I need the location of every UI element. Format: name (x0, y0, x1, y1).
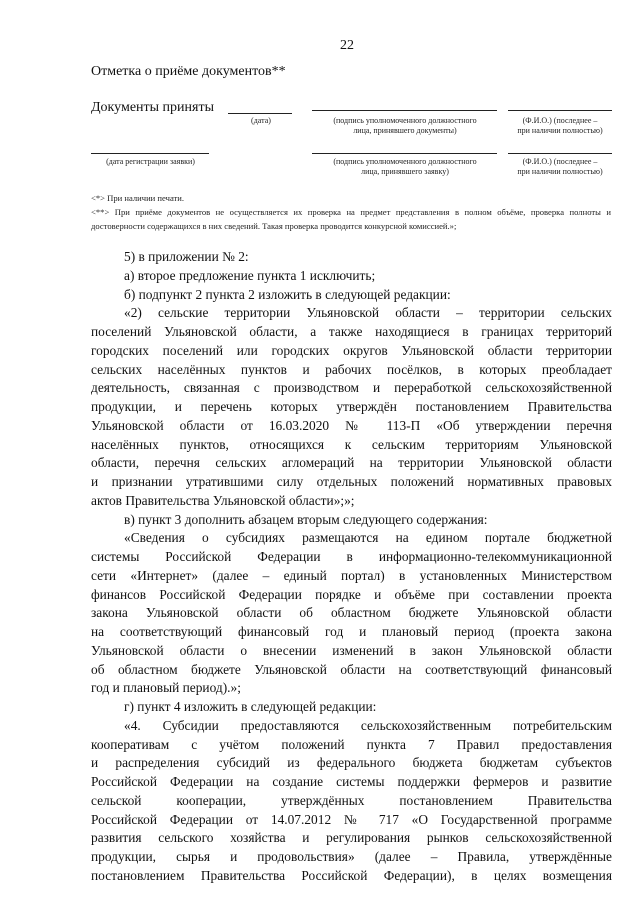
body-line: а) второе предложение пункта 1 исключить; (124, 267, 376, 283)
body-line: Ульяновской области от 16.03.2020 № 113-П «Об утверждении перечня (91, 417, 612, 433)
body-line: б) подпункт 2 пункта 2 изложить в следующей редакции: (124, 286, 451, 302)
fio-caption-1: (Ф.И.О.) (последнее – при наличии полностью) (517, 116, 603, 135)
body-line: городских поселений или городских округов Ульяновской области территории (91, 342, 612, 358)
body-line: год и плановый период).»; (91, 680, 241, 696)
body-line: продукции, и перечень которых утверждён постановлением Правительства (91, 399, 612, 414)
body-line: Ульяновской области о внесении изменений в закон Ульяновской области (91, 642, 612, 658)
body-line: области, перечня сельских агломераций на территории Ульяновской области (91, 455, 612, 471)
footnote-verification: <**> При приёме документов не осуществляется их проверка на предмет представления в полном объёме, проверка полноты и достоверности содержащихся в них сведений. Такая проверка проводится конкурсной комиссией.»; (91, 207, 611, 231)
body-line: Российской Федерации на создание системы поддержки фермеров и развитие (91, 774, 612, 789)
page-number: 22 (340, 38, 354, 53)
signature-caption-1: (подпись уполномоченного должностного лица, принявшего документы) (333, 116, 477, 135)
body-line: «Сведения о субсидиях размещаются на едином портале бюджетной (124, 530, 612, 546)
body-text (91, 248, 612, 886)
date-blank-line (228, 113, 292, 114)
registration-date-caption: (дата регистрации заявки) (106, 157, 195, 166)
body-line: развития сельского хозяйства и регулирования рынков сельскохозяйственной (91, 830, 612, 846)
body-line: «2) сельские территории Ульяновской области – территории сельских (124, 305, 612, 321)
body-line: продукции, сырья и продовольствия» (далее – Правила, утверждённые (91, 849, 612, 864)
body-line: об областном бюджете Ульяновской области на соответствующий финансовый (91, 661, 612, 677)
body-line: актов Правительства Ульяновской области»;»; (91, 492, 355, 508)
signature-caption-2: (подпись уполномоченного должностного лица, принявшего заявку) (333, 157, 477, 176)
body-line: и признании утратившими силу отдельных положений нормативных правовых (91, 474, 612, 489)
body-line: деятельность, связанная с производством и переработкой сельскохозяйственной (91, 380, 612, 396)
body-line: кооперативам с учётом положений пункта 7 Правил предоставления (91, 736, 612, 752)
body-line: Российской Федерации от 14.07.2012 № 717 «О Государственной программе (91, 811, 612, 827)
body-line: и распределения субсидий из федерального бюджета бюджетам субъектов (91, 755, 612, 771)
body-line: г) пункт 4 изложить в следующей редакции: (124, 699, 377, 714)
body-line: постановлением Правительства Российской Федерации), в целях возмещения (91, 867, 612, 883)
body-line: сельской кооперации, утверждённых постановлением Правительства (91, 792, 612, 808)
receipt-mark-title: Отметка о приёме документов** (91, 64, 286, 79)
signature-blank-line-1 (312, 110, 497, 111)
body-line: сети «Интернет» (далее – единый портал) в установленных Министерством (91, 567, 612, 583)
body-line: поселений Ульяновской области, а также находящиеся в границах территорий (91, 324, 612, 339)
body-line: финансов Российской Федерации порядке и объёме при составлении проекта (91, 586, 612, 602)
body-line: системы Российской Федерации в информационно-телекоммуникационной (91, 549, 612, 564)
body-line: сельских населённых пунктов и рабочих посёлков, в которых преобладает (91, 361, 612, 377)
footnote-seal: <*> При наличии печати. (91, 193, 185, 203)
body-line: на соответствующий финансовый год и плановый период (проекта закона (91, 624, 612, 639)
date-caption: (дата) (251, 116, 271, 125)
body-line: 5) в приложении № 2: (124, 249, 249, 264)
fio-caption-2: (Ф.И.О.) (последнее – при наличии полностью) (517, 157, 603, 176)
signature-blank-line-2 (312, 153, 497, 154)
body-line: закона Ульяновской области об областном бюджете Ульяновской области (91, 605, 612, 621)
body-line: «4. Субсидии предоставляются сельскохозяйственным потребительским (124, 717, 612, 733)
fio-blank-line-1 (508, 110, 612, 111)
fio-blank-line-2 (508, 153, 612, 154)
body-line: в) пункт 3 дополнить абзацем вторым следующего содержания: (124, 511, 488, 527)
docs-accepted-label: Документы приняты (91, 100, 214, 115)
registration-date-line (91, 153, 209, 154)
body-line: населённых пунктов, относящихся к сельским территориям Ульяновской (91, 436, 612, 452)
